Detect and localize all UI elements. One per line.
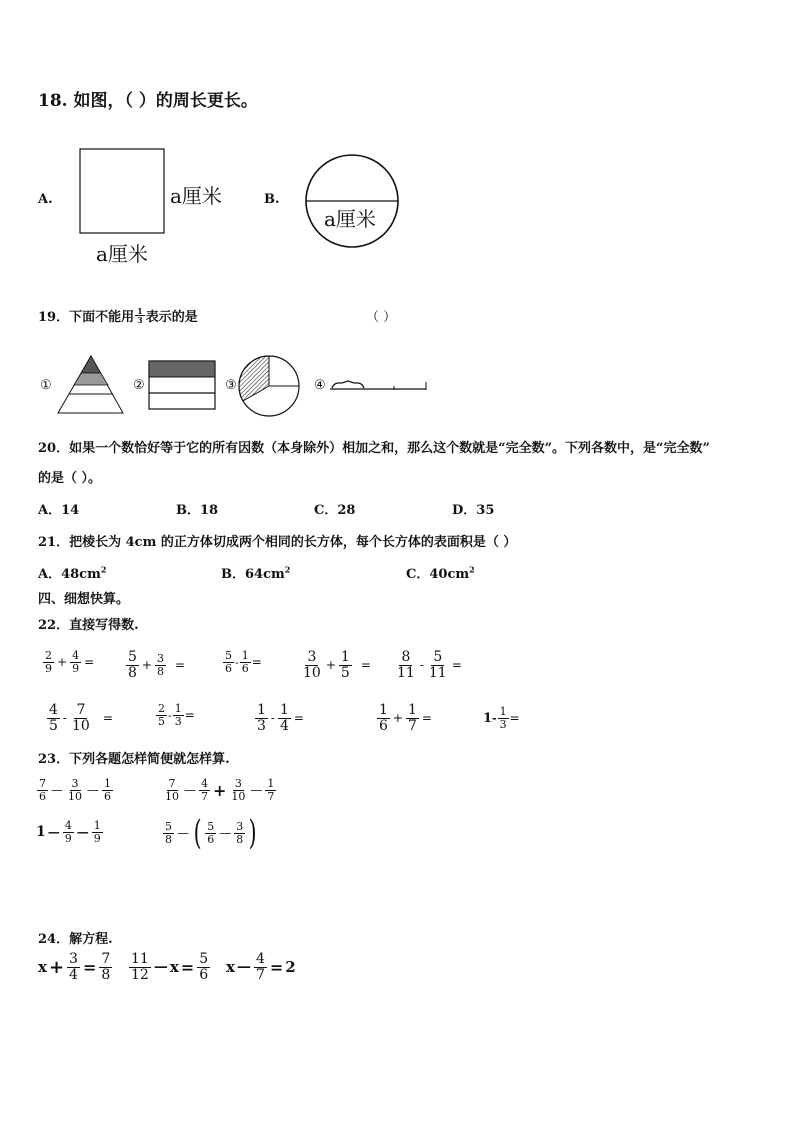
q24-equation-1: x + $\frac{3}{4}$ = $\frac{7}{8}$ <box>38 951 111 983</box>
fraction-one-third: $\frac{1}{3}$ <box>137 305 143 325</box>
question-text: 如图，（ ）的周长更长。 <box>73 91 258 111</box>
rectangle-figure <box>148 360 218 412</box>
circle-figure <box>300 150 404 252</box>
q24-equation-3: x — $\frac{4}{7}$ = 2 <box>226 951 296 983</box>
square-side-label: a厘米 <box>170 184 222 208</box>
section-heading: 四、细想快算。 <box>38 592 130 607</box>
option-b-label: B. <box>264 192 280 207</box>
fig-label-3: ③ <box>225 378 237 393</box>
option-a-label: A. <box>38 192 53 207</box>
q20-option-a: A．14 <box>38 503 80 518</box>
q21-option-b: B．$64cm^2$ <box>221 564 291 582</box>
fig-label-2: ② <box>133 378 145 393</box>
answer-paren: （ ） <box>366 310 397 325</box>
line-segment-figure <box>328 378 430 394</box>
question-18 <box>38 86 258 111</box>
q22-expr-7: $\frac{2}{5}$ - $\frac{1}{3}$ = <box>158 702 195 728</box>
q22-expr-3: $\frac{5}{6}$ - $\frac{1}{6}$ = <box>225 649 262 675</box>
circle-fraction-figure <box>238 354 302 418</box>
q20-option-d: D．35 <box>452 503 495 518</box>
circle-diameter-label: a厘米 <box>324 207 376 231</box>
q23-expr-2: $\frac{7}{10}$ — $\frac{4}{7}$ + $\frac{3}{10}$ — $\frac{1}{7}$ <box>165 777 275 803</box>
q20-option-b: B．18 <box>176 503 219 518</box>
question-22-title: 22．直接写得数. <box>38 618 139 633</box>
question-text: 下面不能用 <box>69 310 135 325</box>
fig-label-1: ① <box>40 378 52 393</box>
question-20-line1: 20．如果一个数恰好等于它的所有因数（本身除外）相加之和，那么这个数就是“完全数”。下列各数中，是“完全数” <box>38 441 711 456</box>
q22-expr-8: $\frac{1}{3}$ - $\frac{1}{4}$ = <box>257 702 304 734</box>
q24-equation-2: $\frac{11}{12}$ — x = $\frac{5}{6}$ <box>131 951 209 983</box>
q23-expr-3: 1 — $\frac{4}{9}$ — $\frac{1}{9}$ <box>36 819 101 845</box>
square-bottom-label: a厘米 <box>96 242 148 266</box>
square-shape <box>80 149 164 233</box>
question-24-title: 24．解方程. <box>38 932 113 947</box>
q22-expr-10: 1 - $\frac{1}{3}$ = <box>483 705 520 731</box>
question-text-after: 表示的是 <box>145 310 198 325</box>
question-21: 21．把棱长为 4cm 的正方体切成两个相同的长方体，每个长方体的表面积是（ ） <box>38 535 517 550</box>
question-20-line2: 的是（ ）。 <box>38 471 102 486</box>
q22-expr-9: $\frac{1}{6}$ + $\frac{1}{7}$ = <box>379 702 432 734</box>
question-number: 18. <box>38 91 68 111</box>
q22-expr-4: $\frac{3}{10}$ + $\frac{1}{5}$ = <box>303 649 371 681</box>
q23-expr-4: $\frac{5}{8}$ — ( $\frac{5}{6}$ — $\frac{3}{8}$ ) <box>165 813 257 853</box>
q21-option-a: A．$48cm^2$ <box>38 564 107 582</box>
fig-label-4: ④ <box>314 378 326 393</box>
question-19 <box>38 306 198 325</box>
q22-expr-1: $\frac{2}{9}$ + $\frac{4}{9}$ = <box>45 649 95 675</box>
q22-expr-5: $\frac{8}{11}$ - $\frac{5}{11}$ = <box>397 649 462 681</box>
question-23-title: 23．下列各题怎样简便就怎样算. <box>38 752 230 767</box>
q20-option-c: C．28 <box>314 503 356 518</box>
q22-expr-2: $\frac{5}{8}$ + $\frac{3}{8}$ = <box>128 649 186 681</box>
q22-expr-6: $\frac{4}{5}$ - $\frac{7}{10}$ = <box>49 702 113 734</box>
q21-option-c: C．$40cm^2$ <box>406 564 475 582</box>
q23-expr-1: $\frac{7}{6}$ — $\frac{3}{10}$ — $\frac{1}{6}$ <box>39 777 111 803</box>
triangle-figure <box>56 354 126 416</box>
question-number: 19． <box>38 310 70 325</box>
